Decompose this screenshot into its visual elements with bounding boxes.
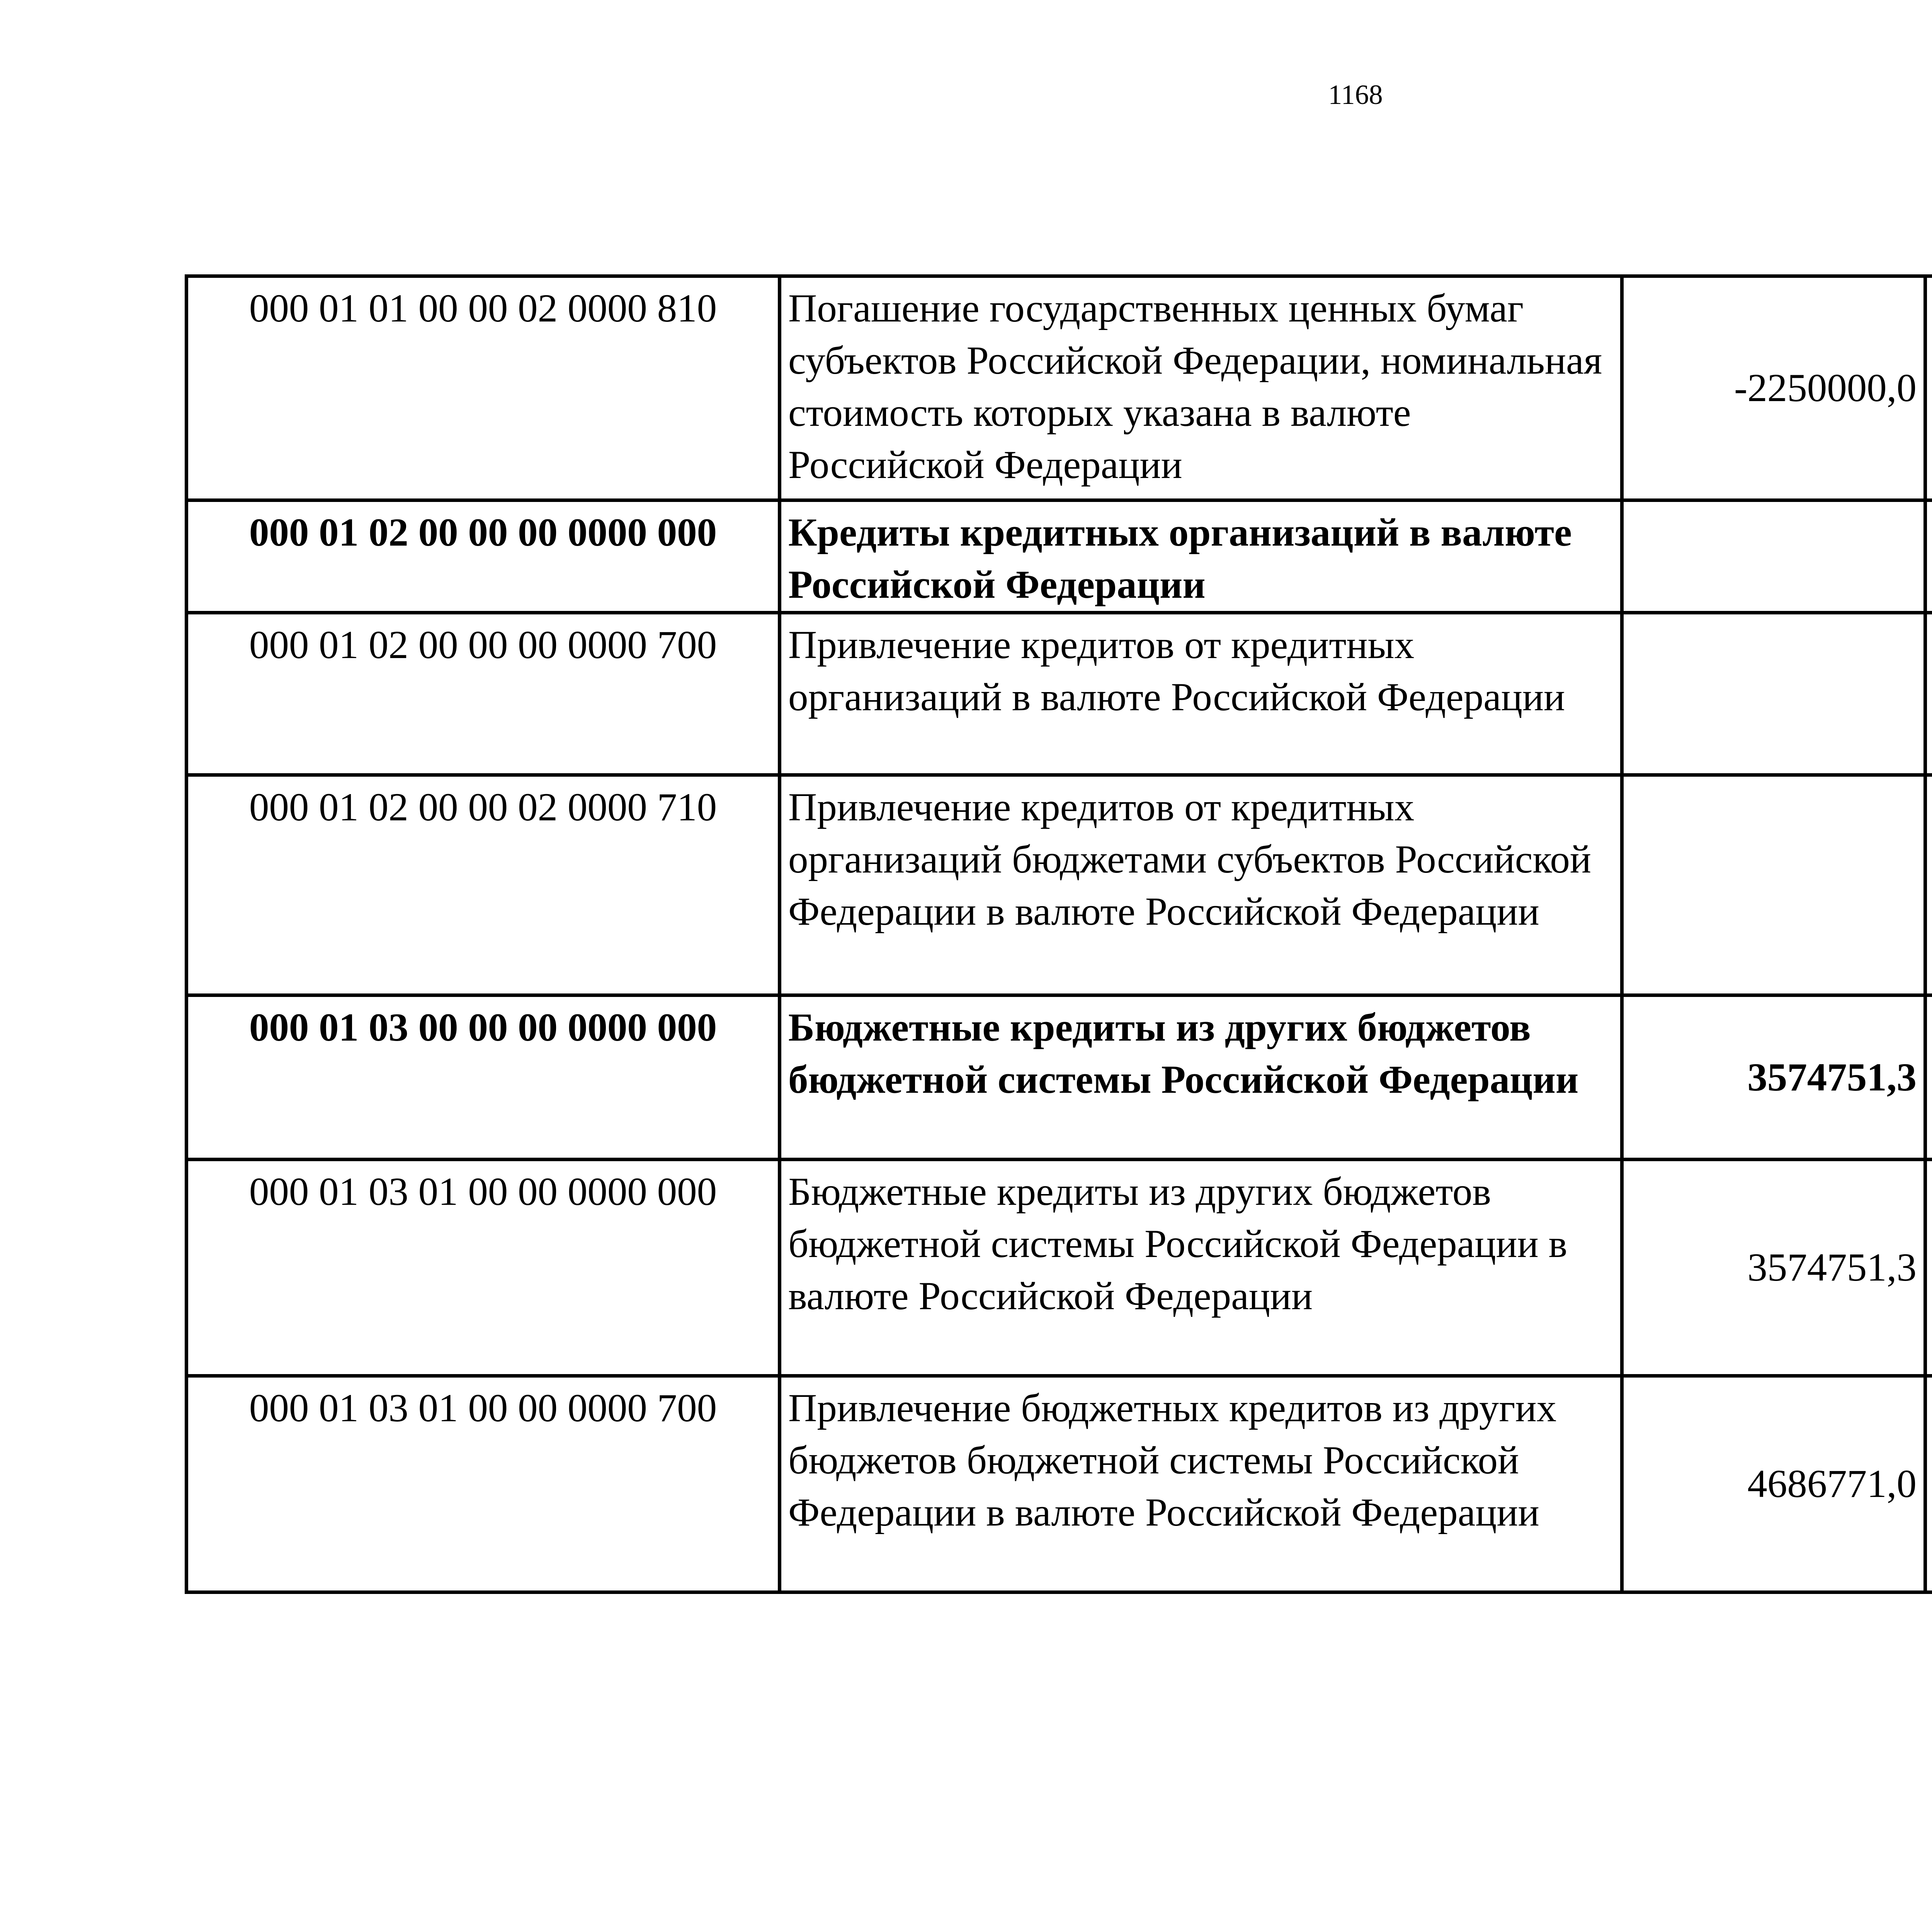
description-cell: Привлечение бюджетных кредитов из других бюджетов бюджетной системы Российской Федерации в валюте Российской Федерации	[780, 1376, 1622, 1592]
table-row	[187, 1160, 1932, 1376]
table-row	[187, 500, 1932, 613]
description-cell: Привлечение кредитов от кредитных организаций в валюте Российской Федерации	[780, 613, 1622, 775]
page-number: 1168	[1328, 79, 1383, 110]
table-row	[187, 775, 1932, 995]
description-cell: Погашение государственных ценных бумаг субъектов Российской Федерации, номинальная стоимость которых указана в валюте Российской Федерации	[780, 276, 1622, 500]
value-cell-2	[1925, 276, 1932, 500]
value-cell-2	[1925, 775, 1932, 995]
budget-code-cell: 000 01 03 00 00 00 0000 000	[187, 995, 780, 1160]
budget-code-cell: 000 01 03 01 00 00 0000 000	[187, 1160, 780, 1376]
value-cell-2	[1925, 613, 1932, 775]
table-row	[187, 276, 1932, 500]
budget-code-cell: 000 01 02 00 00 02 0000 710	[187, 775, 780, 995]
budget-code-cell: 000 01 01 00 00 02 0000 810	[187, 276, 780, 500]
table-row	[187, 1376, 1932, 1592]
value-cell-1: 3574751,3	[1622, 1160, 1925, 1376]
budget-sources-table	[185, 274, 1932, 1594]
description-cell: Бюджетные кредиты из других бюджетов бюджетной системы Российской Федерации	[780, 995, 1622, 1160]
value-cell-2	[1925, 1160, 1932, 1376]
description-cell: Бюджетные кредиты из других бюджетов бюджетной системы Российской Федерации в валюте Российской Федерации	[780, 1160, 1622, 1376]
value-cell-2	[1925, 500, 1932, 613]
description-cell: Кредиты кредитных организаций в валюте Российской Федерации	[780, 500, 1622, 613]
table-row	[187, 613, 1932, 775]
value-cell-1: -2250000,0	[1622, 276, 1925, 500]
budget-code-cell: 000 01 02 00 00 00 0000 700	[187, 613, 780, 775]
value-cell-1: 4686771,0	[1622, 1376, 1925, 1592]
budget-code-cell: 000 01 02 00 00 00 0000 000	[187, 500, 780, 613]
value-cell-1	[1622, 775, 1925, 995]
value-cell-1	[1622, 613, 1925, 775]
value-cell-2	[1925, 995, 1932, 1160]
value-cell-1	[1622, 500, 1925, 613]
value-cell-2	[1925, 1376, 1932, 1592]
table-row	[187, 995, 1932, 1160]
value-cell-1: 3574751,3	[1622, 995, 1925, 1160]
budget-code-cell: 000 01 03 01 00 00 0000 700	[187, 1376, 780, 1592]
description-cell: Привлечение кредитов от кредитных организаций бюджетами субъектов Российской Федерации в валюте Российской Федерации	[780, 775, 1622, 995]
